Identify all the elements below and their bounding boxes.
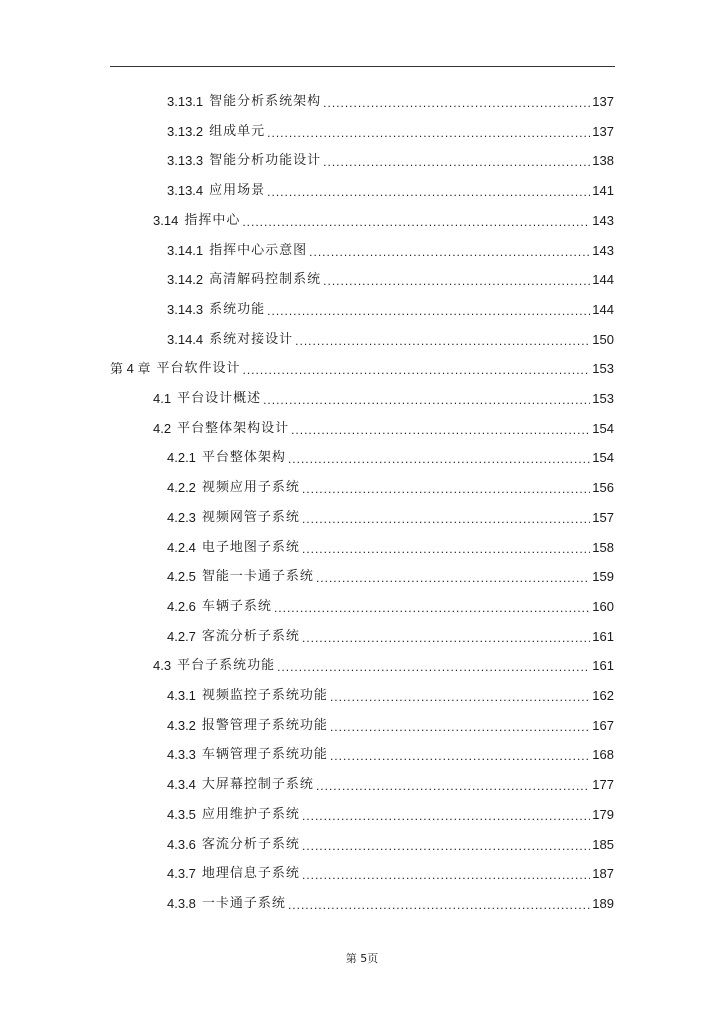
toc-entry-page: 157 <box>592 509 614 525</box>
toc-entry-title: 平台整体架构设计 <box>177 420 290 436</box>
toc-entry-title: 车辆管理子系统功能 <box>201 747 328 763</box>
toc-entry-number: 3.14 <box>153 212 179 228</box>
toc-entry-title: 平台整体架构 <box>201 450 286 466</box>
toc-entry[interactable] <box>167 741 614 769</box>
toc-entry-number: 4.3.6 <box>167 836 196 852</box>
toc-entry[interactable] <box>167 563 614 591</box>
toc-entry-page: 141 <box>592 183 614 199</box>
toc-entry[interactable] <box>167 712 614 740</box>
toc-entry-title: 大屏幕控制子系统 <box>201 777 314 793</box>
toc-entry-title: 视频应用子系统 <box>201 480 300 496</box>
toc-entry-number: 4.3.1 <box>167 688 196 703</box>
toc-dot-leader <box>330 682 590 710</box>
toc-entry-number: 4.3.8 <box>167 895 196 911</box>
toc-dot-leader <box>316 563 590 591</box>
toc-dot-leader <box>277 652 590 680</box>
toc-entry-title: 电子地图子系统 <box>201 539 300 555</box>
toc-dot-leader <box>267 296 590 324</box>
toc-entry[interactable] <box>167 831 614 859</box>
toc-entry-title: 视频网管子系统 <box>201 509 300 525</box>
toc-entry-title: 组成单元 <box>209 123 266 139</box>
toc-entry-page: 168 <box>592 747 614 763</box>
toc-entry-number: 4.3.4 <box>167 777 196 793</box>
toc-entry-title: 系统对接设计 <box>209 331 294 347</box>
toc-entry-page: 167 <box>592 717 614 733</box>
toc-entry-page: 159 <box>592 569 614 585</box>
toc-entry[interactable] <box>167 237 614 265</box>
toc-dot-leader <box>309 237 590 265</box>
toc-entry-number: 3.13.3 <box>167 153 204 169</box>
toc-dot-leader <box>316 771 590 799</box>
toc-dot-leader <box>302 831 590 859</box>
toc-entry-number: 3.13.2 <box>167 123 204 139</box>
toc-entry[interactable] <box>153 385 614 413</box>
toc-entry-title: 指挥中心 <box>184 212 241 228</box>
toc-dot-leader <box>323 88 590 116</box>
toc-entry-title: 车辆子系统 <box>201 598 272 614</box>
toc-entry-number: 3.14.4 <box>167 331 204 347</box>
toc-dot-leader <box>295 326 590 354</box>
toc-entry-number: 4.3.7 <box>167 866 196 882</box>
toc-dot-leader <box>330 712 590 740</box>
toc-dot-leader <box>242 207 590 235</box>
toc-entry-title: 智能分析功能设计 <box>209 153 322 169</box>
toc-entry-number: 3.14.2 <box>167 272 204 288</box>
toc-entry[interactable] <box>110 355 614 383</box>
toc-entry[interactable] <box>153 207 614 235</box>
toc-entry[interactable] <box>153 652 614 680</box>
toc-entry-page: 153 <box>592 391 614 406</box>
toc-dot-leader <box>274 593 590 621</box>
toc-entry-number: 4.1 <box>153 391 172 406</box>
toc-entry-number: 4.2.4 <box>167 539 196 555</box>
toc-entry-page: 161 <box>592 628 614 644</box>
toc-entry[interactable] <box>167 890 614 918</box>
toc-entry[interactable] <box>167 504 614 532</box>
toc-entry-page: 143 <box>592 212 614 228</box>
toc-dot-leader <box>323 266 590 294</box>
toc-dot-leader <box>267 177 590 205</box>
toc-entry-page: 185 <box>592 836 614 852</box>
toc-entry-page: 187 <box>592 866 614 882</box>
toc-entry[interactable] <box>167 623 614 651</box>
toc-entry[interactable] <box>167 177 614 205</box>
toc-entry-page: 137 <box>592 94 614 109</box>
toc-entry-page: 156 <box>592 480 614 496</box>
toc-entry[interactable] <box>167 88 614 116</box>
toc-dot-leader <box>323 147 590 175</box>
toc-entry-number: 3.13.4 <box>167 183 204 199</box>
toc-entry-number: 4.3 <box>153 658 172 674</box>
toc-dot-leader <box>302 534 590 562</box>
toc-dot-leader <box>302 474 590 502</box>
toc-entry-title: 客流分析子系统 <box>201 628 300 644</box>
toc-entry-number: 4.2.5 <box>167 569 196 585</box>
toc-entry-number: 3.13.1 <box>167 94 204 109</box>
toc-dot-leader <box>291 415 590 443</box>
toc-entry-title: 视频监控子系统功能 <box>201 688 328 703</box>
toc-entry-number: 4.2.6 <box>167 598 196 614</box>
toc-entry-number: 4.2 <box>153 420 172 436</box>
toc-entry-title: 指挥中心示意图 <box>209 242 308 258</box>
toc-entry-page: 162 <box>592 688 614 703</box>
toc-entry-page: 179 <box>592 806 614 822</box>
toc-entry-title: 报警管理子系统功能 <box>201 717 328 733</box>
toc-entry-page: 153 <box>592 361 614 377</box>
toc-dot-leader <box>302 623 590 651</box>
toc-entry-page: 138 <box>592 153 614 169</box>
toc-dot-leader <box>302 860 590 888</box>
toc-entry-title: 客流分析子系统 <box>201 836 300 852</box>
toc-entry-number: 4.3.2 <box>167 717 196 733</box>
toc-entry-page: 161 <box>592 658 614 674</box>
toc-entry-number: 4.2.2 <box>167 480 196 496</box>
toc-entry-number: 4.3.5 <box>167 806 196 822</box>
toc-entry-title: 应用场景 <box>209 183 266 199</box>
toc-entry-title: 智能一卡通子系统 <box>201 569 314 585</box>
toc-entry-title: 平台设计概述 <box>177 391 262 406</box>
toc-entry-title: 一卡通子系统 <box>201 895 286 911</box>
toc-dot-leader <box>242 355 590 383</box>
toc-entry-number: 4.2.3 <box>167 509 196 525</box>
toc-entry-page: 177 <box>592 777 614 793</box>
toc-entry-page: 154 <box>592 450 614 466</box>
toc-entry-title: 平台软件设计 <box>156 361 241 377</box>
toc-entry[interactable] <box>167 682 614 710</box>
toc-entry-number: 3.14.1 <box>167 242 204 258</box>
toc-entry[interactable] <box>167 326 614 354</box>
page-number-label: 第 5页 <box>345 952 379 965</box>
toc-entry-number: 4.2.1 <box>167 450 196 466</box>
toc-entry-title: 平台子系统功能 <box>177 658 276 674</box>
toc-entry-number: 3.14.3 <box>167 301 204 317</box>
toc-entry[interactable] <box>167 534 614 562</box>
toc-entry[interactable] <box>167 444 614 472</box>
toc-entry-page: 143 <box>592 242 614 258</box>
toc-entry-page: 189 <box>592 895 614 911</box>
toc-dot-leader <box>330 741 590 769</box>
toc-entry-title: 高清解码控制系统 <box>209 272 322 288</box>
toc-entry-title: 智能分析系统架构 <box>209 94 322 109</box>
toc-entry[interactable] <box>153 415 614 443</box>
toc-entry[interactable] <box>167 593 614 621</box>
toc-dot-leader <box>302 801 590 829</box>
toc-entry-number: 4.3.3 <box>167 747 196 763</box>
toc-entry[interactable] <box>167 147 614 175</box>
toc-entry-page: 160 <box>592 598 614 614</box>
toc-entry[interactable] <box>167 771 614 799</box>
toc-entry[interactable] <box>167 296 614 324</box>
toc-dot-leader <box>302 504 590 532</box>
toc-entry-number: 4.2.7 <box>167 628 196 644</box>
toc-entry-page: 144 <box>592 301 614 317</box>
toc-entry[interactable] <box>167 118 614 146</box>
toc-entry-page: 154 <box>592 420 614 436</box>
toc-entry-page: 137 <box>592 123 614 139</box>
toc-entry-number: 第 4 章 <box>110 361 151 377</box>
toc-entry[interactable] <box>167 474 614 502</box>
header-rule <box>110 66 615 67</box>
toc-entry-page: 150 <box>592 331 614 347</box>
page-footer <box>0 950 724 966</box>
toc-dot-leader <box>263 385 590 413</box>
toc-entry-title: 系统功能 <box>209 301 266 317</box>
toc-entry-title: 地理信息子系统 <box>201 866 300 882</box>
toc-dot-leader <box>267 118 590 146</box>
toc-entry-page: 158 <box>592 539 614 555</box>
toc-dot-leader <box>288 444 590 472</box>
toc-entry-title: 应用维护子系统 <box>201 806 300 822</box>
toc-entry[interactable] <box>167 860 614 888</box>
toc-entry[interactable] <box>167 266 614 294</box>
toc-dot-leader <box>288 890 590 918</box>
toc-entry[interactable] <box>167 801 614 829</box>
toc-entry-page: 144 <box>592 272 614 288</box>
